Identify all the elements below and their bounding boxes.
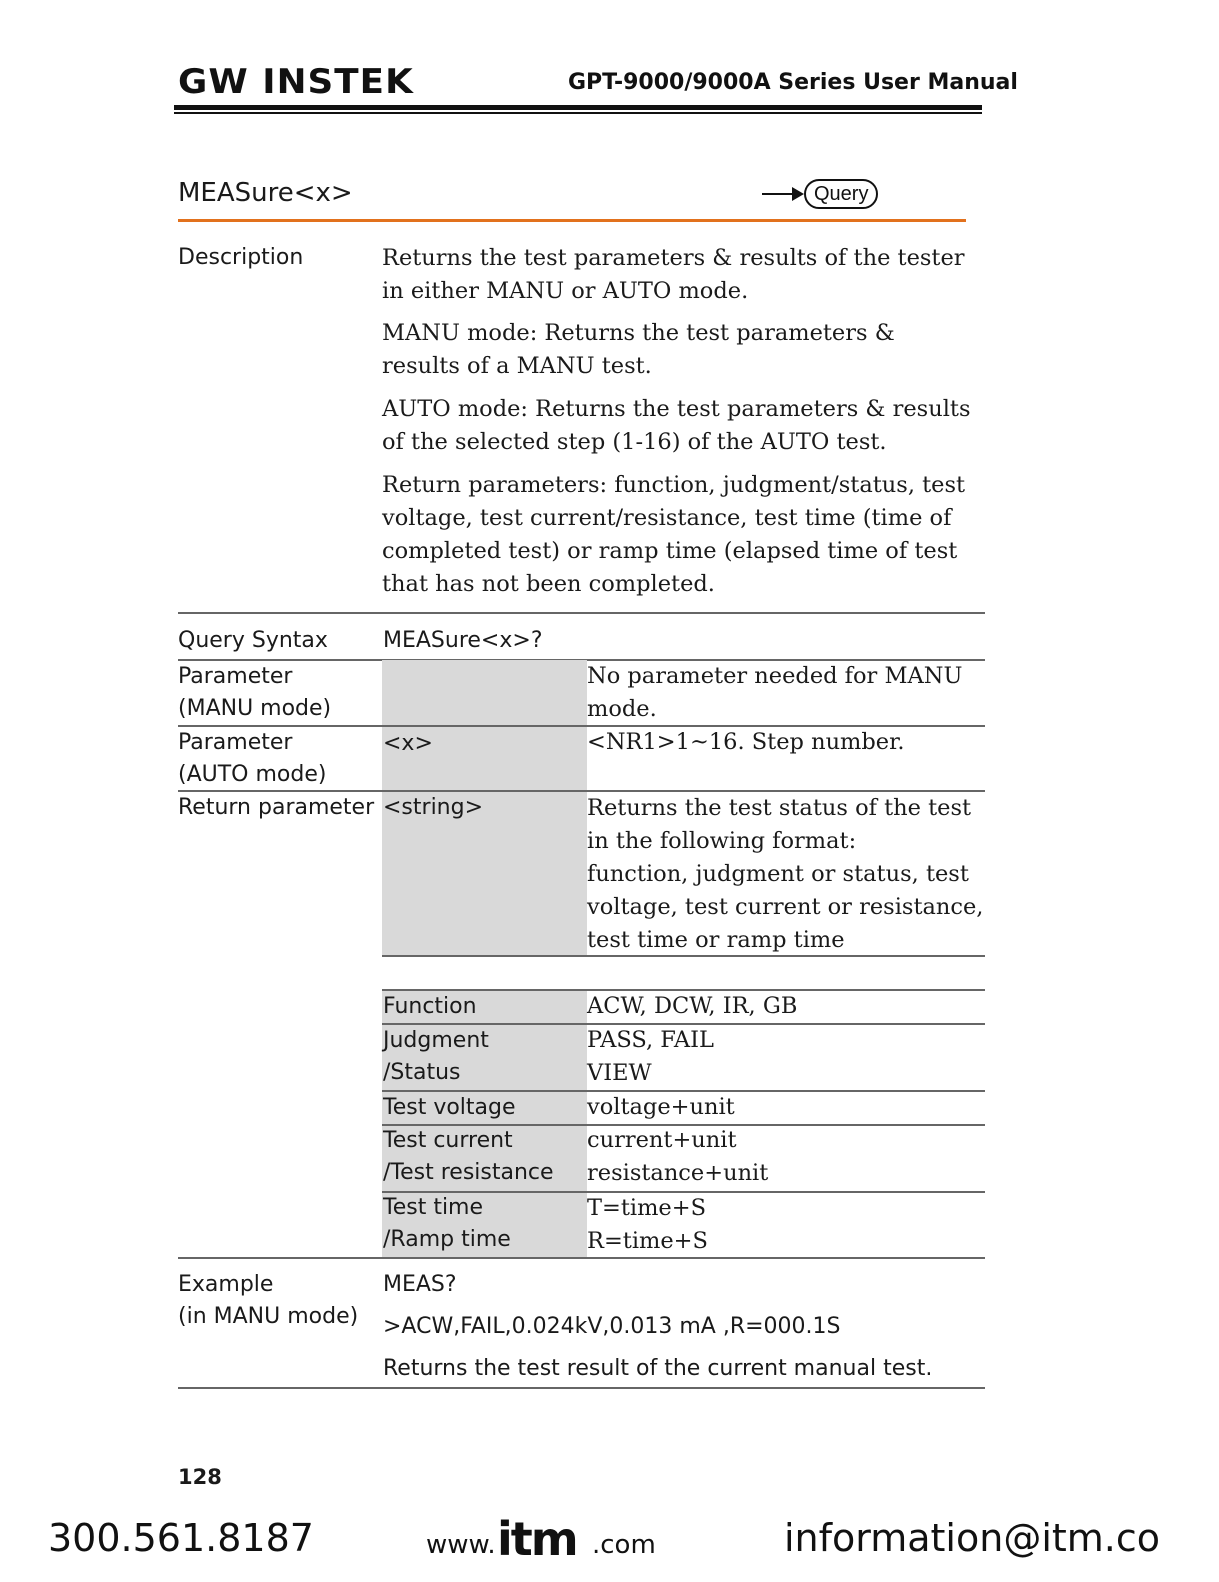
text-line: test time or ramp time [587, 927, 845, 953]
format-field-function: Function [383, 994, 477, 1019]
manual-title: GPT-9000/9000A Series User Manual [568, 70, 1018, 95]
format-value-judgment [587, 1024, 714, 1090]
param-auto-label [178, 727, 326, 791]
divider [178, 1387, 985, 1389]
header-rule-thin [174, 112, 982, 114]
command-title: MEASure<x> [178, 178, 353, 208]
header-rule [174, 105, 982, 110]
section-rule [178, 219, 966, 222]
text-line: that has not been completed. [382, 571, 715, 597]
text-line: MANU mode: Returns the test parameters & [382, 320, 895, 346]
brand-logo: GW INSTEK [178, 62, 414, 102]
return-param-label: Return parameter [178, 795, 375, 820]
text-line: (in MANU mode) [178, 1304, 359, 1329]
text-line: Returns the test status of the test [587, 795, 972, 821]
divider [382, 955, 985, 957]
param-manu-label [178, 661, 331, 725]
text-line: of the selected step (1-16) of the AUTO test. [382, 429, 887, 455]
format-value-function: ACW, DCW, IR, GB [587, 993, 798, 1019]
text-line: voltage, test current or resistance, [587, 894, 984, 920]
footer-www: www. [426, 1530, 496, 1560]
text-line: Test time [383, 1195, 484, 1220]
footer-phone: 300.561.8187 [48, 1516, 314, 1560]
return-param-name: <string> [383, 795, 484, 820]
divider [178, 612, 985, 614]
example-response: >ACW,FAIL,0.024kV,0.013 mA ,R=000.1S [383, 1314, 841, 1339]
example-command: MEAS? [383, 1272, 457, 1297]
description-paragraph-3 [382, 393, 971, 459]
text-line: mode. [587, 696, 657, 722]
text-line: /Ramp time [383, 1227, 511, 1252]
footer-email: information@itm.co [784, 1516, 1161, 1560]
itm-logo: itm [497, 1512, 577, 1566]
text-line: voltage, test current/resistance, test time (time of [382, 505, 952, 531]
query-syntax-value: MEASure<x>? [383, 628, 543, 653]
text-line: in the following format: [587, 828, 857, 854]
text-line: AUTO mode: Returns the test parameters & results [382, 396, 971, 422]
return-param-desc [587, 792, 983, 957]
text-line: completed test) or ramp time (elapsed time of test [382, 538, 958, 564]
text-line: (MANU mode) [178, 696, 332, 721]
divider [178, 1257, 985, 1259]
format-field-current [383, 1125, 554, 1189]
text-line: PASS, FAIL [587, 1027, 714, 1053]
example-note: Returns the test result of the current manual test. [383, 1356, 933, 1381]
description-label: Description [178, 245, 304, 270]
param-auto-name: <x> [383, 731, 433, 756]
query-badge: Query [804, 179, 878, 209]
param-manu-desc [587, 660, 962, 726]
text-line: Example [178, 1272, 274, 1297]
page-number: 128 [178, 1465, 222, 1489]
text-line: T=time+S [587, 1195, 707, 1221]
text-line: No parameter needed for MANU [587, 663, 963, 689]
text-line: Parameter [178, 664, 293, 689]
text-line: current+unit [587, 1127, 737, 1153]
text-line: VIEW [587, 1060, 652, 1086]
text-line: in either MANU or AUTO mode. [382, 278, 749, 304]
format-value-time [587, 1192, 708, 1258]
text-line: R=time+S [587, 1228, 708, 1254]
text-line: resistance+unit [587, 1160, 769, 1186]
footer-com: .com [592, 1530, 656, 1560]
text-line: function, judgment or status, test [587, 861, 969, 887]
query-tag [762, 178, 878, 210]
description-paragraph-1 [382, 242, 965, 308]
text-line: Return parameters: function, judgment/status, test [382, 472, 966, 498]
text-line: Parameter [178, 730, 293, 755]
param-auto-desc: <NR1>1~16. Step number. [587, 729, 905, 755]
description-paragraph-2 [382, 317, 895, 383]
text-line: results of a MANU test. [382, 353, 652, 379]
text-line: Returns the test parameters & results of the tester [382, 245, 965, 271]
format-value-current [587, 1124, 768, 1190]
text-line: Test current [383, 1128, 513, 1153]
format-value-voltage: voltage+unit [587, 1094, 735, 1120]
example-label [178, 1269, 358, 1333]
text-line: Judgment [383, 1028, 489, 1053]
query-syntax-label: Query Syntax [178, 628, 328, 653]
description-paragraph-4 [382, 469, 965, 601]
format-field-voltage: Test voltage [383, 1095, 516, 1120]
arrow-right-icon [762, 184, 804, 204]
text-line: /Test resistance [383, 1160, 554, 1185]
format-field-judgment [383, 1025, 489, 1089]
text-line: (AUTO mode) [178, 762, 327, 787]
text-line: /Status [383, 1060, 461, 1085]
format-field-time [383, 1192, 511, 1256]
